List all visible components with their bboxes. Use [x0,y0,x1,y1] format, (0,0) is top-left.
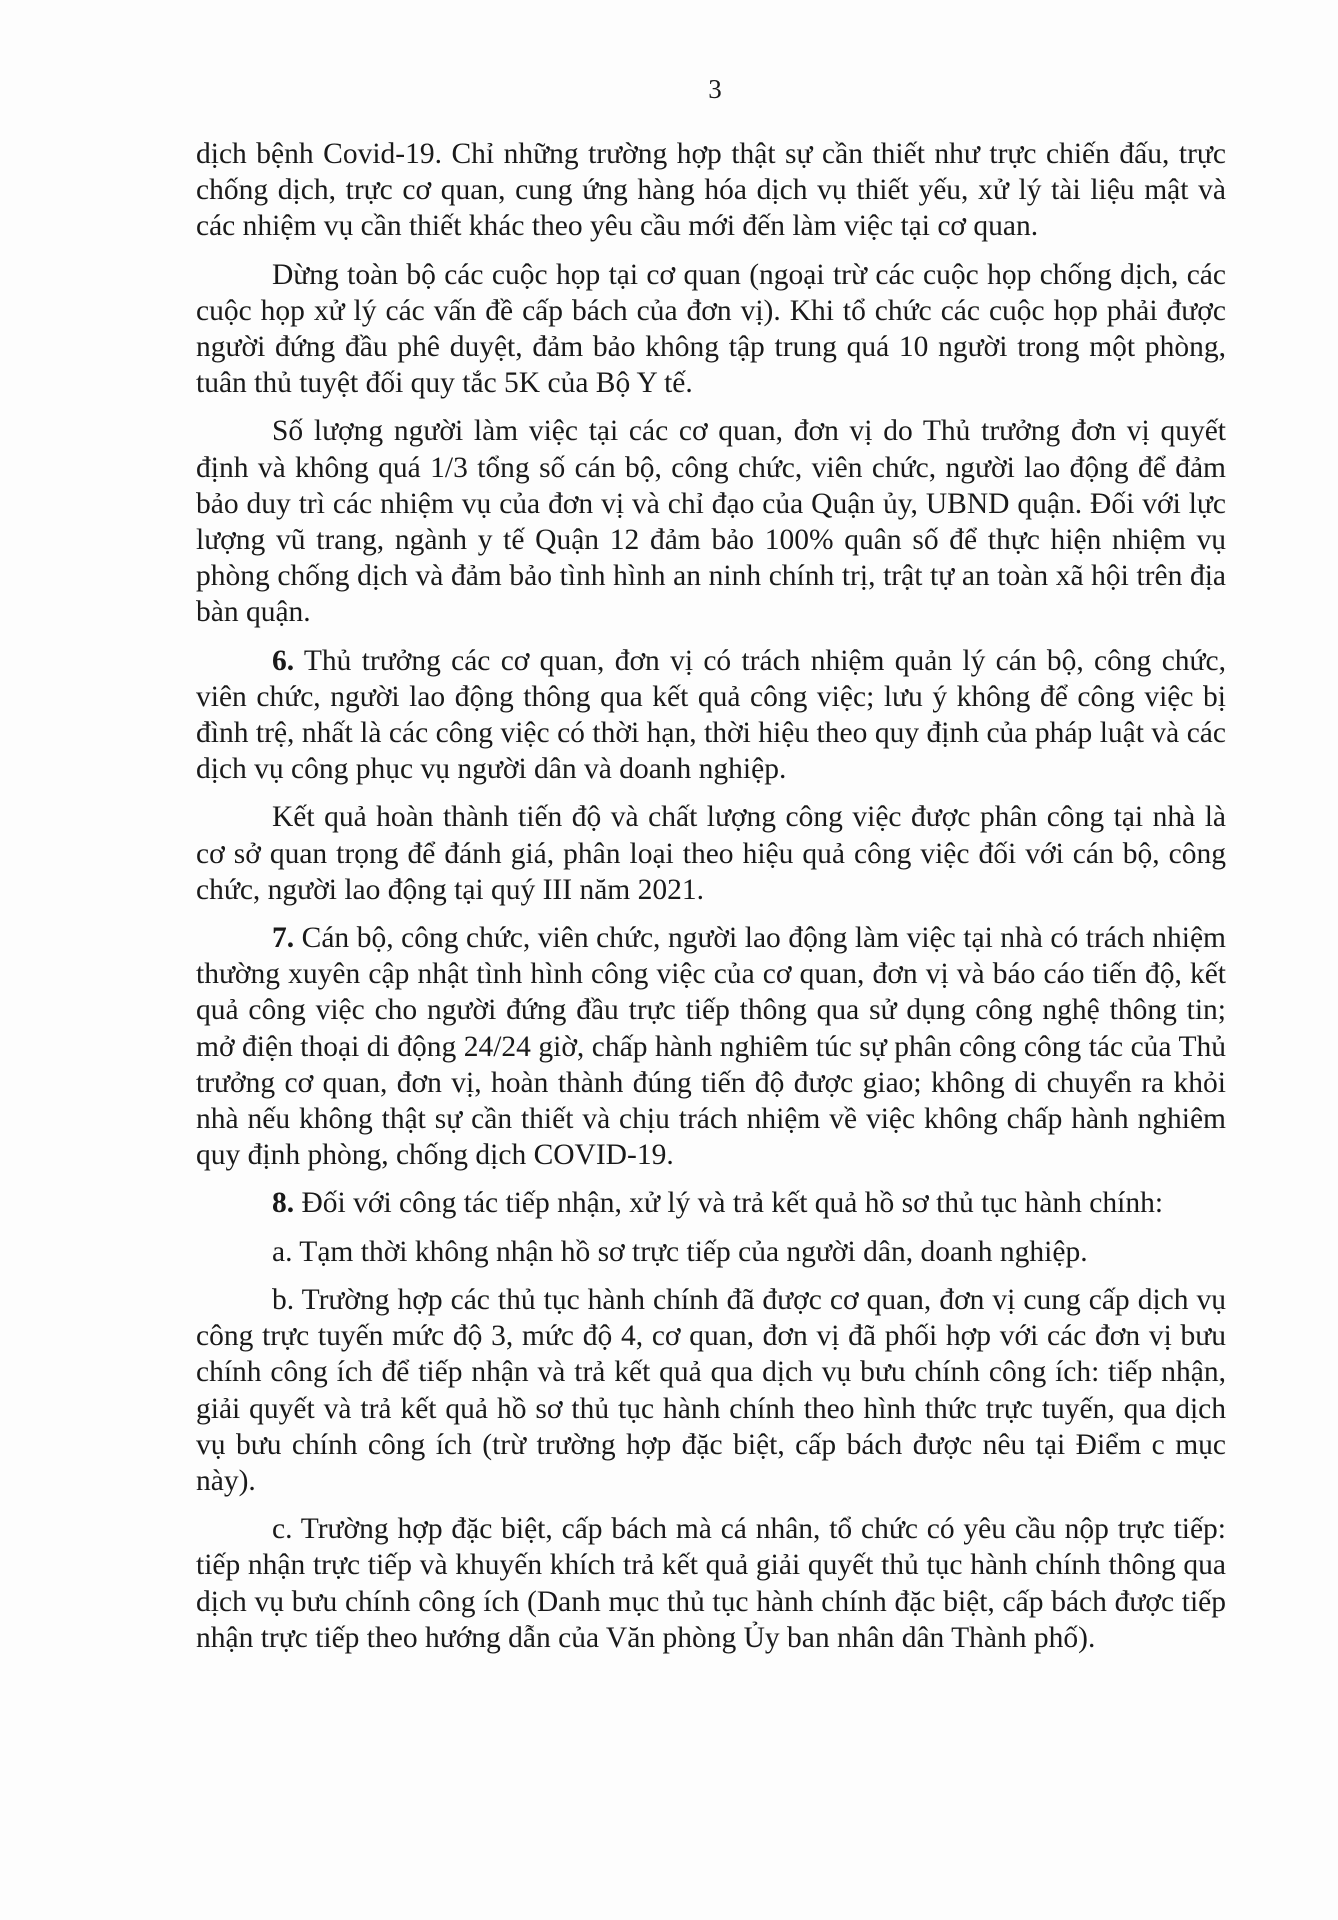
item-number: 8. [272,1187,295,1220]
paragraph-text: c. Trường hợp đặc biệt, cấp bách mà cá nhân, tổ chức có yêu cầu nộp trực tiếp: tiếp nhận trực tiếp và khuyến khích trả kết quả giải quyết thủ tục hành chính thông qua dịch vụ bưu chính công ích (Danh mục thủ tục hành chính đặc biệt, cấp bách được tiếp nhận trực tiếp theo hướng dẫn của Văn phòng Ủy ban nhân dân Thành phố). [196,1513,1226,1654]
paragraph-text: Cán bộ, công chức, viên chức, người lao động làm việc tại nhà có trách nhiệm thường xuyên cập nhật tình hình công việc của cơ quan, đơn vị và báo cáo tiến độ, kết quả công việc cho người đứng đầu trực tiếp thông qua sử dụng công nghệ thông tin; mở điện thoại di động 24/24 giờ, chấp hành nghiêm túc sự phân công công tác của Thủ trưởng cơ quan, đơn vị, hoàn thành đúng tiến độ được giao; không di chuyển ra khỏi nhà nếu không thật sự cần thiết và chịu trách nhiệm về việc không chấp hành nghiêm quy định phòng, chống dịch COVID-19. [196,922,1226,1172]
paragraph-text: Dừng toàn bộ các cuộc họp tại cơ quan (ngoại trừ các cuộc họp chống dịch, các cuộc họp xử lý các vấn đề cấp bách của đơn vị). Khi tổ chức các cuộc họp phải được người đứng đầu phê duyệt, đảm bảo không tập trung quá 10 người trong một phòng, tuân thủ tuyệt đối quy tắc 5K của Bộ Y tế. [196,258,1226,400]
paragraph-3 [196,413,1226,630]
paragraph-item-7 [196,920,1226,1173]
paragraph-text: Đối với công tác tiếp nhận, xử lý và trả kết quả hồ sơ thủ tục hành chính: [294,1187,1164,1220]
document-body [196,136,1226,1668]
item-number: 6. [272,644,295,677]
paragraph-1 [196,136,1226,245]
paragraph-text: b. Trường hợp các thủ tục hành chính đã được cơ quan, đơn vị cung cấp dịch vụ công trực tuyến mức độ 3, mức độ 4, cơ quan, đơn vị đã phối hợp với các đơn vị bưu chính công ích để tiếp nhận và trả kết quả qua dịch vụ bưu chính công ích: tiếp nhận, giải quyết và trả kết quả hồ sơ thủ tục hành chính theo hình thức trực tuyến, qua dịch vụ bưu chính công ích (trừ trường hợp đặc biệt, cấp bách được nêu tại Điểm c mục này). [196,1283,1226,1497]
paragraph-5 [196,799,1226,908]
page-number: 3 [708,74,722,104]
paragraph-text: Số lượng người làm việc tại các cơ quan, đơn vị do Thủ trưởng đơn vị quyết định và không quá 1/3 tổng số cán bộ, công chức, viên chức, người lao động để đảm bảo duy trì các nhiệm vụ của đơn vị và chỉ đạo của Quận ủy, UBND quận. Đối với lực lượng vũ trang, ngành y tế Quận 12 đảm bảo 100% quân số để thực hiện nhiệm vụ phòng chống dịch và đảm bảo tình hình an ninh chính trị, trật tự an toàn xã hội trên địa bàn quận. [196,415,1226,629]
paragraph-2 [196,257,1226,402]
paragraph-8c [196,1511,1226,1656]
paragraph-item-6 [196,643,1226,788]
paragraph-text: dịch bệnh Covid-19. Chỉ những trường hợp thật sự cần thiết như trực chiến đấu, trực chống dịch, trực cơ quan, cung ứng hàng hóa dịch vụ thiết yếu, xử lý tài liệu mật và các nhiệm vụ cần thiết khác theo yêu cầu mới đến làm việc tại cơ quan. [196,138,1226,243]
paragraph-8a [196,1234,1226,1270]
paragraph-text: Thủ trưởng các cơ quan, đơn vị có trách nhiệm quản lý cán bộ, công chức, viên chức, người lao động thông qua kết quả công việc; lưu ý không để công việc bị đình trệ, nhất là các công việc có thời hạn, thời hiệu theo quy định của pháp luật và các dịch vụ công phục vụ người dân và doanh nghiệp. [196,644,1226,786]
paragraph-text: Kết quả hoàn thành tiến độ và chất lượng công việc được phân công tại nhà là cơ sở quan trọng để đánh giá, phân loại theo hiệu quả công việc đối với cán bộ, công chức, người lao động tại quý III năm 2021. [196,801,1226,906]
paragraph-text: a. Tạm thời không nhận hồ sơ trực tiếp của người dân, doanh nghiệp. [272,1235,1088,1268]
paragraph-8b [196,1282,1226,1499]
paragraph-item-8 [196,1185,1226,1221]
item-number: 7. [272,922,295,955]
